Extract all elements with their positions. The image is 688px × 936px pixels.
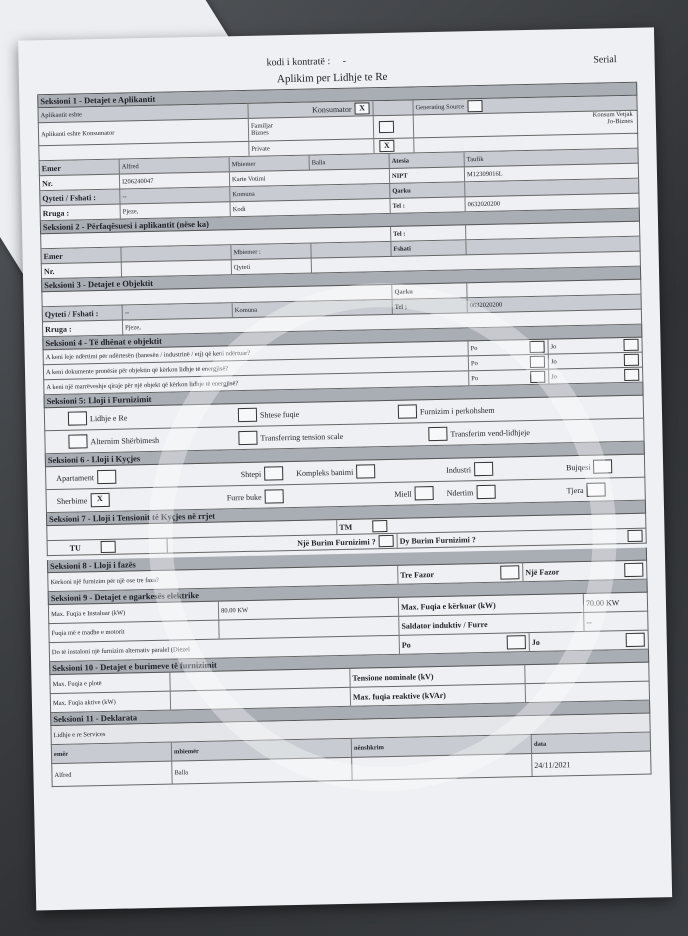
max-requested-value[interactable]: 70.00 KW: [585, 597, 620, 608]
ndertim-checkbox[interactable]: [476, 485, 495, 499]
declaration-service-label: Lidhje e re Services: [53, 730, 106, 739]
atesia-label: Atesia: [390, 152, 465, 168]
kompleks-checkbox[interactable]: [356, 464, 375, 478]
decl-name-value[interactable]: Alfred: [52, 762, 172, 787]
q2-po-checkbox[interactable]: [530, 356, 545, 368]
q-rental-agreement: A keni një marrëveshje qiraje për një objekt që kërkon lidhje të energjisë?: [44, 371, 469, 394]
saldator-value[interactable]: --: [586, 617, 592, 627]
decl-signature-field[interactable]: [352, 754, 532, 780]
industri-checkbox[interactable]: [474, 462, 493, 476]
decl-surname-value[interactable]: Balla: [172, 758, 352, 784]
rep-qyteti-label: Qyteti: [232, 259, 312, 275]
section-3-title: Seksioni 3 - Detajet e Objektit: [41, 267, 641, 293]
applicant-is-label: Aplikantit eshte: [38, 104, 248, 122]
nje-fazor-checkbox[interactable]: [624, 563, 643, 577]
nr-label: Nr.: [40, 175, 120, 191]
section-4-title: Seksioni 4 - Të dhënat e objektit: [42, 325, 642, 351]
parallel-supply-label: Do të instaloni një furnizim alternativ paralel (Diezel: [50, 636, 400, 661]
tu-checkbox[interactable]: [101, 541, 116, 553]
q1-po-checkbox[interactable]: [529, 341, 544, 353]
section-5-title: Seksioni 5: Lloji i Furnizimit: [44, 383, 644, 409]
generating-source-checkbox[interactable]: [467, 100, 482, 112]
nje-burim-checkbox[interactable]: [379, 535, 394, 547]
phase-question: Kërkoni një furnizim për një ose tre faza?: [48, 566, 398, 591]
bujqesi-checkbox[interactable]: [593, 459, 612, 473]
obj-qyteti-value[interactable]: --: [123, 303, 233, 319]
qarku-label: Qarku: [390, 182, 465, 198]
max-reactive-power-label: Max. fuqia reaktive (kVAr): [351, 684, 526, 706]
section-1-title: Seksioni 1 - Detajet e Aplikantit: [37, 83, 637, 109]
decl-date-value[interactable]: 24/11/2021: [534, 759, 571, 770]
dy-burim-checkbox[interactable]: [627, 530, 642, 542]
section-6-title: Seksioni 6 - Lloji i Kyçjes: [45, 442, 645, 468]
shtepi-checkbox[interactable]: [264, 466, 283, 480]
max-installed-label: Max. Fuqia e Instaluar (kW): [49, 602, 219, 624]
familjar-label: Familjar: [250, 122, 274, 130]
section-7: Seksioni 7 - Lloji i Tensionit të Kyçjes në rrjet TM TU Një Burim Furnizimi ? Dy Burim Furnizimi ?: [46, 501, 647, 557]
lidhje-checkbox[interactable]: [68, 411, 87, 425]
rruga-label: Rruga :: [41, 205, 121, 221]
section-9-title: Seksioni 9 - Detajet e ngarkesës elektrike: [48, 580, 648, 606]
nipt-value[interactable]: M12309016L: [466, 170, 503, 178]
obj-qyteti-label: Qyteti / Fshati :: [43, 306, 123, 322]
private-label: Private: [249, 139, 374, 156]
rruga-value[interactable]: Pjeze,: [121, 202, 231, 218]
section-11-title: Seksioni 11 - Deklarata: [50, 701, 650, 727]
kodi-label: Kodi: [231, 199, 391, 216]
tel-label: Tel :: [390, 197, 465, 213]
familjar-checkbox[interactable]: [379, 121, 394, 133]
section-8-title: Seksioni 8 - Lloji i fazës: [47, 548, 647, 574]
sherbime-checkbox[interactable]: X: [90, 493, 109, 507]
q-building-permit: A keni leje ndërtimi për ndërtesën (banesën / industrinë / etj) që keni ndërtuar?: [44, 341, 469, 364]
max-active-power-label: Max. Fuqia aktive (kW): [51, 692, 171, 713]
form-title: Aplikim per Lidhje te Re: [276, 70, 388, 86]
parallel-jo-checkbox[interactable]: [626, 633, 645, 647]
section-11: [50, 701, 651, 788]
section-9: Seksioni 9 - Detajet e ngarkesës elektrike Max. Fuqia e Instaluar (kW) 80.00 KW Max. Fuqia e kërkuar (kW) 70.00 KW Fuqia më e madhe e motorit Saldator induktiv / Furre -- Do të instaloni një furnizim alternativ paralel (Diezel Po Jo: [48, 580, 649, 663]
biznes-label: Biznes: [250, 129, 269, 137]
transferim-checkbox[interactable]: [428, 427, 447, 441]
section-5: Seksioni 5: Lloji i Furnizimit Lidhje e Re Shtese fuqie Furnizim i perkohshem Alternim Shërbimesh Transferring tension scale Transferim vend-lidhjeje: [44, 383, 645, 455]
jo-biznes-label: Jo-Biznes: [607, 117, 633, 126]
komuna-label: Komuna: [230, 184, 390, 201]
generating-source-label: Generating Source: [415, 102, 465, 111]
obj-tel-label: Tel ;: [393, 298, 468, 314]
motor-power-label: Fuqia më e madhe e motorit: [49, 621, 219, 643]
decl-signature-header: nënshkrim: [352, 735, 532, 757]
nr-value[interactable]: I206240047: [120, 172, 230, 188]
max-installed-value[interactable]: 80.00 KW: [219, 598, 399, 620]
saldator-label: Saldator induktiv / Furre: [399, 613, 584, 635]
konsumator-checkbox[interactable]: X: [354, 102, 369, 114]
nipt-label: NIPT: [390, 167, 465, 183]
max-requested-label: Max. Fuqia e kërkuar (kW): [399, 594, 584, 616]
nominal-voltage-label: Tensione nominale (kV): [350, 665, 525, 687]
q-ownership-docs: A keni dokumente pronësie për objektin që kërkon lidhje të energjisë?: [44, 356, 469, 379]
tm-checkbox[interactable]: [372, 520, 387, 532]
obj-tel-value[interactable]: 0632020200: [469, 301, 503, 309]
karte-votimi-label: Karte Votimi: [230, 169, 390, 186]
q1-jo-checkbox[interactable]: [623, 339, 638, 351]
section-6: Seksioni 6 - Lloji i Kyçjes Apartament Shtepi Kompleks banimi Industri Bujqesi Sherbime X Furre buke Miell Ndertim Tjera: [45, 442, 646, 514]
contract-code-label: kodi i kontratë : -: [266, 55, 347, 69]
konsumator-label: Konsumator: [311, 104, 352, 115]
obj-rruga-label: Rruga :: [43, 321, 123, 337]
mbiemer-value[interactable]: Balla: [310, 154, 390, 170]
qyteti-label: Qyteti / Fshati :: [40, 190, 120, 206]
serial-label: Serial: [593, 54, 617, 66]
obj-rruga-value[interactable]: Pjeze,: [125, 323, 141, 331]
rep-mbiemer-label: Mbiemer :: [231, 244, 311, 260]
miell-checkbox[interactable]: [414, 486, 433, 500]
mbiemer-label: Mbiemer: [230, 156, 310, 172]
decl-surname-header: mbiemër: [172, 739, 352, 761]
rep-fshati-label: Fshati: [391, 240, 466, 256]
section-1: [37, 82, 640, 222]
decl-name-header: emër: [52, 743, 172, 764]
q2-jo-checkbox[interactable]: [624, 354, 639, 366]
section-10-title: Seksioni 10 - Detajet e burimeve të furnizimit: [49, 650, 649, 676]
obj-qarku-label: Qarku: [392, 283, 467, 299]
tjera-checkbox[interactable]: [586, 482, 605, 496]
tel-value[interactable]: 0632020200: [467, 200, 501, 208]
emer-value[interactable]: Alfred: [120, 157, 230, 173]
konsum-vetjak-label: Konsum Vetjak: [592, 110, 633, 119]
q3-jo-checkbox[interactable]: [624, 369, 639, 381]
furnizim-checkbox[interactable]: [398, 404, 417, 418]
section-7-title: Seksioni 7 - Lloji i Tensionit të Kyçjes në rrjet: [46, 501, 646, 527]
max-full-power-label: Max. Fuqia e plotë: [50, 673, 170, 694]
decl-date-header: data: [533, 740, 547, 748]
obj-komuna-label: Komuna: [233, 300, 393, 317]
rep-nr-label: Nr.: [42, 263, 122, 279]
private-checkbox[interactable]: X: [379, 140, 394, 152]
shtese-checkbox[interactable]: [238, 408, 257, 422]
section-8: Seksioni 8 - Lloji i fazës Kërkoni një furnizim për një ose tre faza? Tre Fazor Një Fazor: [47, 548, 648, 593]
applicant-consumer-label: Aplikanti eshte Konsumator: [39, 119, 249, 145]
transferring-checkbox[interactable]: [238, 431, 257, 445]
parallel-po-checkbox[interactable]: [507, 635, 526, 649]
emer-label: Emer: [40, 160, 120, 176]
rep-tel-label: Tel :: [391, 225, 466, 241]
application-form: [18, 27, 672, 910]
tre-fazor-checkbox[interactable]: [500, 565, 519, 579]
atesia-value[interactable]: Taufik: [466, 155, 484, 163]
q3-po-checkbox[interactable]: [530, 371, 545, 383]
apartament-checkbox[interactable]: [97, 470, 116, 484]
section-2-title: Seksioni 2 - Përfaqësuesi i aplikantit (nëse ka): [40, 209, 640, 235]
alternim-checkbox[interactable]: [68, 434, 87, 448]
furre-checkbox[interactable]: [265, 489, 284, 503]
rep-emer-label: Emer: [41, 248, 121, 264]
section-4: Seksioni 4 - Të dhënat e objektit A keni leje ndërtimi për ndërtesën (banesën / industrinë / etj) që keni ndërtuar? Po Jo A keni dokumente pronësie për objektin që kërkon lidhje të energjisë? Po Jo A keni një marrëveshje qiraje për një objekt që kërkon lidhje të energjisë? Po Jo: [42, 325, 643, 396]
qyteti-value[interactable]: --: [120, 187, 230, 203]
